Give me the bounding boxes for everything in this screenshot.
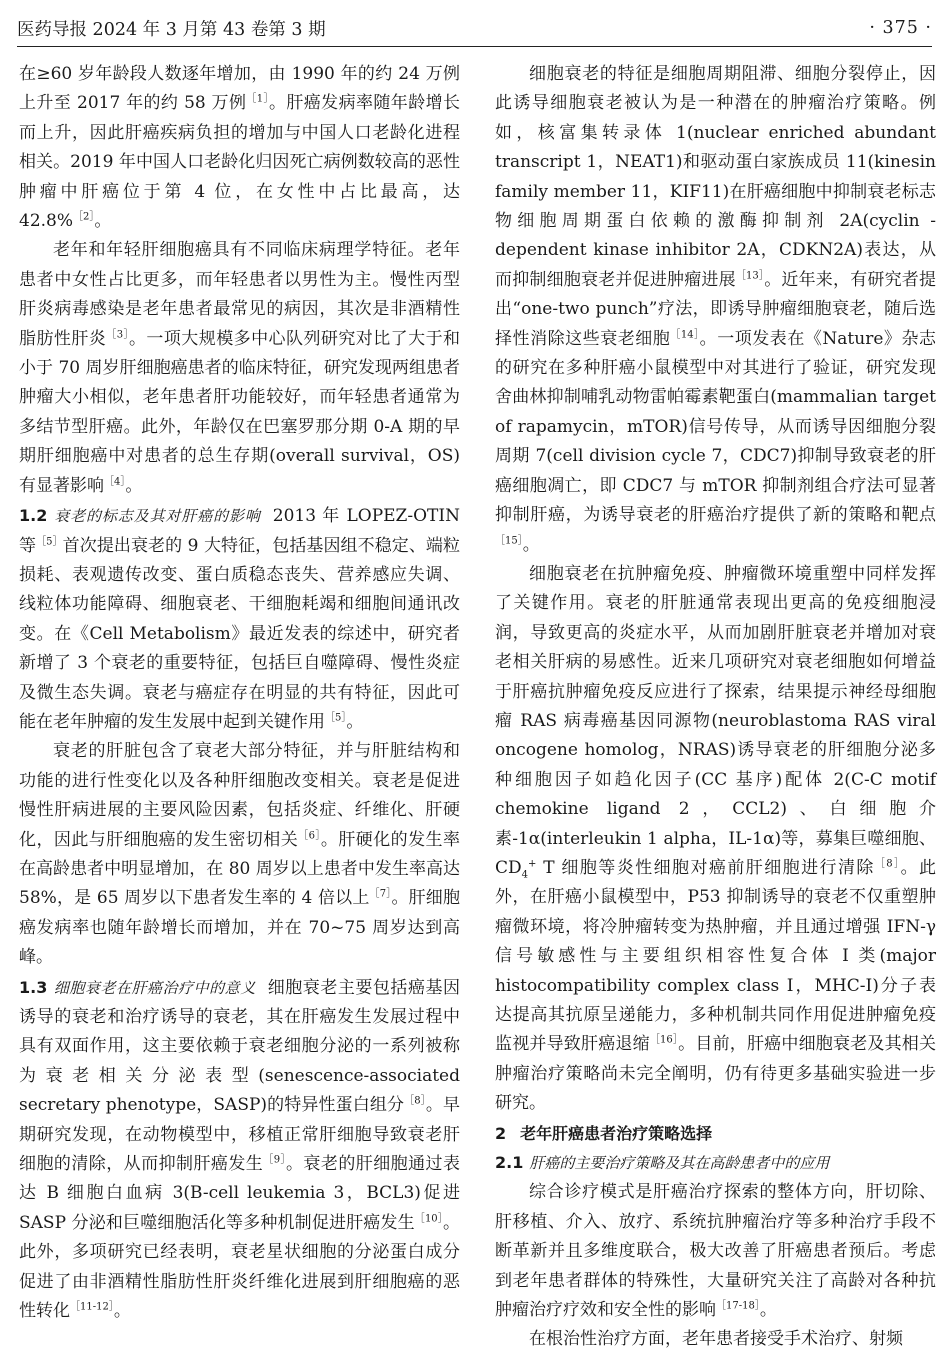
- paragraph: [495, 60, 936, 560]
- text: 。: [125, 475, 143, 496]
- citation-ref[interactable]: ［17-18］: [716, 1300, 760, 1312]
- running-header: [17, 10, 932, 47]
- text: 首次提出衰老的 9 大特征，包括基因组不稳定、端粒损耗、表观遗传改变、蛋白质稳态丧失、营养感应失调、线粒体功能障碍、细胞衰老、干细胞耗竭和细胞间通讯改变。在《Cell Metabolism》最近发表的综述中，研究者新增了 3 个衰老的重要特征，包括巨自噬障碍、慢性炎症及微生态失调。衰老与癌症存在明显的共有特征，因此可能在老年肿瘤的发生发展中起到关键作用: [19, 535, 460, 732]
- text: 。近年来，有研究者提出“one-two punch”疗法，即诱导肿瘤细胞衰老，随后选择性消除这些衰老细胞: [495, 269, 937, 349]
- citation-ref[interactable]: ［11-12］: [70, 1301, 114, 1313]
- text: 。肝细胞癌发病率也随年龄增长而增加，并在 70~75 周岁达到高峰。: [19, 888, 460, 968]
- section-2-1-heading: [495, 1148, 936, 1178]
- citation-ref[interactable]: ［5］: [325, 712, 347, 724]
- text: 。此外，在肝癌小鼠模型中，P53 抑制诱导的衰老不仅重塑肿瘤微环境，将冷肿瘤转变为热肿瘤，并且通过增强 IFN-γ 信号敏感性与主要组织相容性复合体 I 类(major histocompatibility complex class I，MHC-I)分子表达提高其抗原呈递能力，多种机制共同作用促进肿瘤免疫监视并导致肝癌退缩: [495, 857, 936, 1055]
- citation-ref[interactable]: ［2］: [73, 211, 95, 223]
- citation-ref[interactable]: ［4］: [104, 476, 126, 488]
- text: 。: [94, 211, 112, 232]
- paragraph: [495, 1325, 936, 1354]
- text: 在≥60 岁年龄段人数逐年增加，由 1990 年的约 24 万例上升至 2017 年的约 58 万例: [19, 64, 460, 114]
- section-1-3: [19, 973, 460, 1327]
- citation-ref[interactable]: ［9］: [263, 1154, 286, 1166]
- citation-ref[interactable]: ［10］: [414, 1213, 443, 1225]
- text: 。: [346, 711, 364, 732]
- section-number: 1.2: [19, 506, 48, 526]
- citation-ref[interactable]: ［1］: [246, 93, 269, 105]
- citation-ref[interactable]: ［5］: [36, 535, 63, 547]
- text: 。此外，多项研究已经表明，衰老星状细胞的分泌蛋白成分促进了由非酒精性脂肪性肝炎纤维化进展到肝细胞癌的恶性转化: [19, 1212, 460, 1322]
- citation-ref[interactable]: ［15］: [495, 534, 523, 546]
- citation-ref[interactable]: ［6］: [298, 829, 321, 841]
- citation-ref[interactable]: ［8］: [404, 1095, 426, 1107]
- section-title: 老年肝癌患者治疗策略选择: [520, 1123, 713, 1143]
- section-2-heading: [495, 1119, 936, 1148]
- text: 。一项大规模多中心队列研究对比了大于和小于 70 周岁肝细胞癌患者的临床特征，研究发现两组患者肿瘤大小相似，老年患者肝功能较好，而年轻患者通常为多结节型肝癌。此外，年龄仅在巴塞罗那分期 0-A 期的早期肝细胞癌中对患者的总生存期(overall survival，OS)有显著影响: [19, 328, 461, 496]
- section-number: 2: [495, 1123, 507, 1143]
- section-title: 衰老的标志及其对肝癌的影响: [53, 507, 261, 526]
- page-number: · 375 ·: [869, 18, 932, 38]
- text: 。: [522, 534, 540, 555]
- text: 综合诊疗模式是肝癌治疗探索的整体方向，肝切除、肝移植、介入、放疗、系统抗肿瘤治疗等多种治疗手段不断革新并且多维度联合，极大改善了肝癌患者预后。考虑到老年患者群体的特殊性，大量研究关注了高龄对各种抗肿瘤治疗疗效和安全性的影响: [495, 1182, 936, 1321]
- paragraph: [19, 236, 460, 501]
- text: 。早期研究发现，在动物模型中，移植正常肝细胞导致衰老肝细胞的清除，从而抑制肝癌发生: [19, 1095, 460, 1175]
- text: 。: [113, 1301, 131, 1322]
- superscript: +: [528, 858, 537, 870]
- section-title: 细胞衰老在肝癌治疗中的意义: [53, 978, 256, 997]
- section-title: 肝癌的主要治疗策略及其在高龄患者中的应用: [529, 1154, 830, 1173]
- section-number: 1.3: [19, 977, 48, 997]
- section-number: 2.1: [495, 1153, 524, 1173]
- text: 。肝癌发病率随年龄增长而上升，因此肝癌疾病负担的增加与中国人口老龄化进程相关。2019 年中国人口老龄化归因死亡病例数较高的恶性肿瘤中肝癌位于第 4 位，在女性中占比最高，达 42.8%: [19, 93, 460, 232]
- text: 细胞衰老主要包括癌基因诱导的衰老和治疗诱导的衰老，其在肝癌发生发展过程中具有双面作用，这主要依赖于衰老细胞分泌的一系列被称为衰老相关分泌表型(senescence-associated secretary phenotype，SASP)的特异性蛋白组分: [19, 977, 461, 1116]
- text: 。目前，肝癌中细胞衰老及其相关肿瘤治疗策略尚未完全阐明，仍有待更多基础实验进一步研究。: [495, 1034, 937, 1114]
- left-column: [19, 60, 460, 1326]
- citation-ref[interactable]: ［14］: [670, 329, 700, 340]
- text: 。肝硬化的发生率在高龄患者中明显增加，在 80 周岁以上患者中发生率高达 58%，是 65 周岁以下患者发生率的 4 倍以上: [19, 829, 461, 909]
- citation-ref[interactable]: ［7］: [369, 888, 392, 900]
- text: 在根治性治疗方面，老年患者接受手术治疗、射频: [529, 1329, 903, 1350]
- text: 细胞衰老在抗肿瘤免疫、肿瘤微环境重塑中同样发挥了关键作用。衰老的肝脏通常表现出更高的免疫细胞浸润，导致更高的炎症水平，从而加剧肝脏衰老并增加对衰老相关肝病的易感性。近来几项研究对衰老细胞如何增益于肝癌抗肿瘤免疫反应进行了探索，结果提示神经母细胞瘤 RAS 病毒癌基因同源物(neuroblastoma RAS viral oncogene homolog，NRAS)诱导衰老的肝细胞分泌多种细胞因子如趋化因子(CC 基序)配体 2(C-C motif chemokine ligand 2，CCL2)、白细胞介素-1α(interleukin 1 alpha，IL-1α)等，募集巨噬细胞、CD: [495, 563, 936, 878]
- journal-title: 医药导报 2024 年 3 月第 43 卷第 3 期: [17, 19, 326, 40]
- text: 细胞衰老的特征是细胞周期阻滞、细胞分裂停止，因此诱导细胞衰老被认为是一种潜在的肿瘤治疗策略。例如，核富集转录体 1(nuclear enriched abundant transcript 1，NEAT1)和驱动蛋白家族成员 11(kinesin family member 11，KIF11)在肝癌细胞中抑制衰老标志物细胞周期蛋白依赖的激酶抑制剂 2A(cyclin - dependent kinase inhibitor 2A，CDKN2A)表达，从而抑制细胞衰老并促进肿瘤进展: [495, 64, 936, 290]
- citation-ref[interactable]: ［13］: [735, 270, 765, 282]
- text: 。: [759, 1300, 777, 1321]
- citation-ref[interactable]: ［16］: [649, 1034, 679, 1046]
- right-column: [495, 60, 936, 1355]
- citation-ref[interactable]: ［8］: [874, 858, 901, 870]
- section-1-2: [19, 501, 460, 737]
- text: 。衰老的肝细胞通过表达 B 细胞白血病 3(B-cell leukemia 3，BCL3)促进 SASP 分泌和巨噬细胞活化等多种机制促进肝癌发生: [19, 1154, 461, 1233]
- text: T 细胞等炎性细胞对癌前肝细胞进行清除: [536, 857, 875, 878]
- subscript: 4: [521, 869, 529, 881]
- paragraph: [495, 1178, 936, 1325]
- text: 。一项发表在《Nature》杂志的研究在多种肝癌小鼠模型中对其进行了验证，研究发现舍曲林抑制哺乳动物雷帕霉素靶蛋白(mammalian target of rapamycin，mTOR)信号传导，从而诱导因细胞分裂周期 7(cell division cycle 7，CDC7)抑制导致衰老的肝癌细胞凋亡，即 CDC7 与 mTOR 抑制剂组合疗法可显著抑制肝癌，为诱导衰老的肝癌治疗提供了新的策略和靶点: [495, 328, 936, 526]
- citation-ref[interactable]: ［3］: [106, 329, 129, 340]
- text: 衰老的肝脏包含了衰老大部分特征，并与肝脏结构和功能的进行性变化以及各种肝细胞改变相关。衰老是促进慢性肝病进展的主要风险因素，包括炎症、纤维化、肝硬化，因此与肝细胞癌的发生密切相关: [19, 741, 460, 850]
- text: 2013 年 LOPEZ-OTIN 等: [19, 506, 460, 556]
- paragraph: [495, 560, 936, 1119]
- paragraph: [19, 737, 460, 972]
- paragraph: [19, 60, 460, 236]
- text: 老年和年轻肝细胞癌具有不同临床病理学特征。老年患者中女性占比更多，而年轻患者以男性为主。慢性丙型肝炎病毒感染是老年患者最常见的病因，其次是非酒精性脂肪性肝炎: [19, 240, 460, 349]
